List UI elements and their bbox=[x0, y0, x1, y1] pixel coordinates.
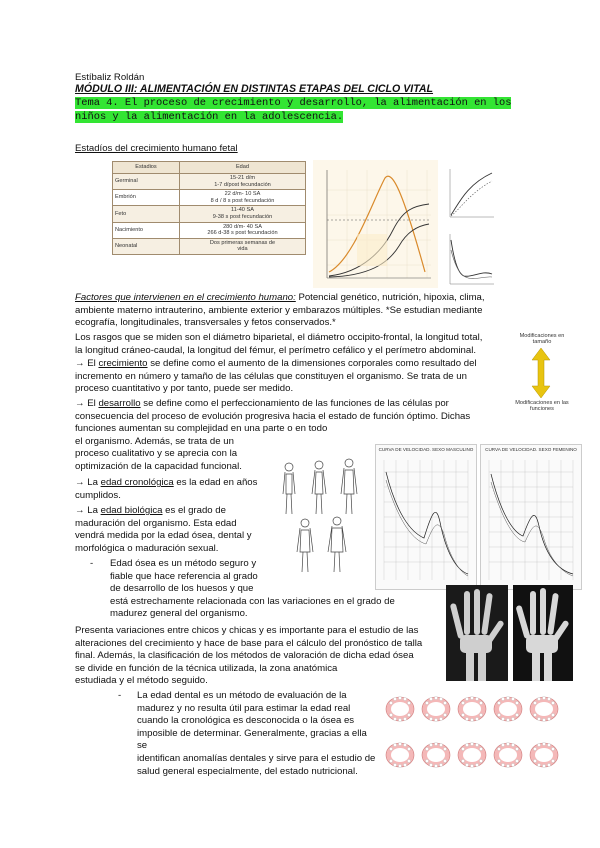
stage-cell: Nacimiento bbox=[113, 222, 180, 238]
stage-cell: Germinal bbox=[113, 174, 180, 190]
module-title: MÓDULO III: ALIMENTACIÓN EN DISTINTAS ETAPAS DEL CICLO VITAL bbox=[75, 83, 434, 95]
velocity-chart-male bbox=[375, 444, 477, 590]
paragraph-chronological-age: → La edad cronológica es la edad en años cumplidos. bbox=[75, 477, 258, 501]
bullet-dash: - bbox=[118, 690, 122, 701]
velocity-chart-female bbox=[480, 444, 582, 590]
stage-cell: Embrión bbox=[113, 190, 180, 206]
double-arrow-icon bbox=[531, 348, 551, 398]
fetal-stages-table bbox=[112, 161, 306, 255]
velocity-chart-female-grid bbox=[481, 452, 581, 584]
growth-curve-small-bottom bbox=[446, 230, 496, 288]
table-row bbox=[113, 190, 306, 206]
age-cell: 11-40 SA 9-38 s post fecundación bbox=[180, 206, 306, 222]
paragraph-development: → El desarrollo se define como el perfeccionamiento de las funciones de las células por consecuencia del proceso de evolución progresiva hacia el estado de función óptimo. Dichas funciones aumentan su complejidad en una parte o en todo el organismo. Además, se trata de un proceso cualitativo y se aprecia con la optimización de la capacidad funcional. bbox=[75, 398, 471, 472]
term-chronological-age: edad cronológica bbox=[100, 477, 174, 488]
hand-xray-left bbox=[446, 585, 508, 681]
growth-curve-small-top bbox=[446, 165, 496, 221]
table-row bbox=[113, 206, 306, 222]
term-biological-age: edad biológica bbox=[100, 505, 163, 516]
paragraph-measurements: Los rasgos que se miden son el diámetro biparietal, el diámetro occipito-frontal, la longitud total, la longitud cráneo-caudal, la longitud del fémur, el perímetro cefálico y el perímetro abdominal. bbox=[75, 332, 483, 356]
table-row bbox=[113, 238, 306, 254]
body-maturation-figure bbox=[275, 456, 370, 576]
paragraph-bone-age-variations: Presenta variaciones entre chicos y chicas y es importante para el estudio de las alteraciones del crecimiento y hace de base para el cálculo del pronóstico de talla final. Además, la clasificación de los métodos de valoración de dicha edad ósea se divide en función de la técnica utilizada, la zona anatómica estudiada y el método seguido. bbox=[75, 625, 423, 687]
size-change-label: Modificaciones en tamaño bbox=[519, 333, 565, 346]
bullet-bone-age: Edad ósea es un método seguro y fiable que hace referencia al grado de desarrollo de los huesos y que está estrechamente relacionada con las variaciones en el grado de madurez general del organismo. bbox=[110, 558, 395, 620]
table-row bbox=[113, 222, 306, 238]
paragraph-factors: Factores que intervienen en el crecimiento humano: Potencial genético, nutrición, hipoxia, clima, ambiente materno intrauterino, ambiente exterior y embarazos múltiples. *Se estudian mediante ecografía, longitudinales, transversales y fetos conservados.* bbox=[75, 292, 485, 329]
table-header: Edad bbox=[180, 162, 306, 174]
age-cell: Dos primeras semanas de vida bbox=[180, 238, 306, 254]
topic-title-line1: Tema 4. El proceso de crecimiento y desarrollo, la alimentación en los bbox=[75, 97, 512, 109]
topic-title bbox=[75, 97, 513, 125]
table-header: Estadios bbox=[113, 162, 180, 174]
bullet-dental-age: La edad dental es un método de evaluación de la madurez y no resulta útil para estimar la edad real cuando la cronológica es desconocida o la ósea es imposible de determinar. Generalmente, gracias a ella se identifican anomalías dentales y sirve para el estudio de salud general especialmente, del estado nutricional. bbox=[137, 690, 376, 777]
stage-cell: Feto bbox=[113, 206, 180, 222]
term-growth: crecimiento bbox=[98, 358, 148, 369]
factors-label: Factores que intervienen en el crecimiento humano: bbox=[75, 292, 296, 303]
paragraph-growth: → El crecimiento se define como el aumento de la dimensiones corporales como resultado del incremento en número y tamaño de las células que constituyen el organismo. Se trata de un proceso cuantitativo y por tanto, puede ser medido. bbox=[75, 358, 477, 395]
bullet-dash: - bbox=[90, 558, 94, 569]
age-cell: 15-21 d/m 1-7 d/post fecundación bbox=[180, 174, 306, 190]
age-cell: 22 d/m- 10 SA 8 d / 8 s post fecundación bbox=[180, 190, 306, 206]
velocity-chart-male-grid bbox=[376, 452, 476, 584]
dental-development-chart bbox=[380, 685, 572, 785]
fetal-growth-curve-figure bbox=[313, 160, 438, 288]
author-name: Estíbaliz Roldán bbox=[75, 72, 145, 83]
age-cell: 280 d/m- 40 SA 266 d-38 s post fecundación bbox=[180, 222, 306, 238]
paragraph-biological-age: → La edad biológica es el grado de maduración del organismo. Esta edad vendrá medida por la edad ósea, dental y morfológica o maduración sexual. bbox=[75, 505, 252, 554]
topic-title-line2: niños y la alimentación en la adolescencia. bbox=[75, 110, 344, 123]
function-change-label: Modificaciones en las funciones bbox=[515, 400, 569, 413]
section-title: Estadíos del crecimiento humano fetal bbox=[75, 143, 238, 154]
hand-xray-right bbox=[513, 585, 573, 681]
velocity-chart-male-title: CURVA DE VELOCIDAD. SEXO MASCULINO bbox=[378, 447, 474, 452]
velocity-chart-female-title: CURVA DE VELOCIDAD. SEXO FEMENINO bbox=[485, 447, 577, 452]
table-row bbox=[113, 174, 306, 190]
stage-cell: Neonatal bbox=[113, 238, 180, 254]
term-development: desarrollo bbox=[98, 398, 141, 409]
